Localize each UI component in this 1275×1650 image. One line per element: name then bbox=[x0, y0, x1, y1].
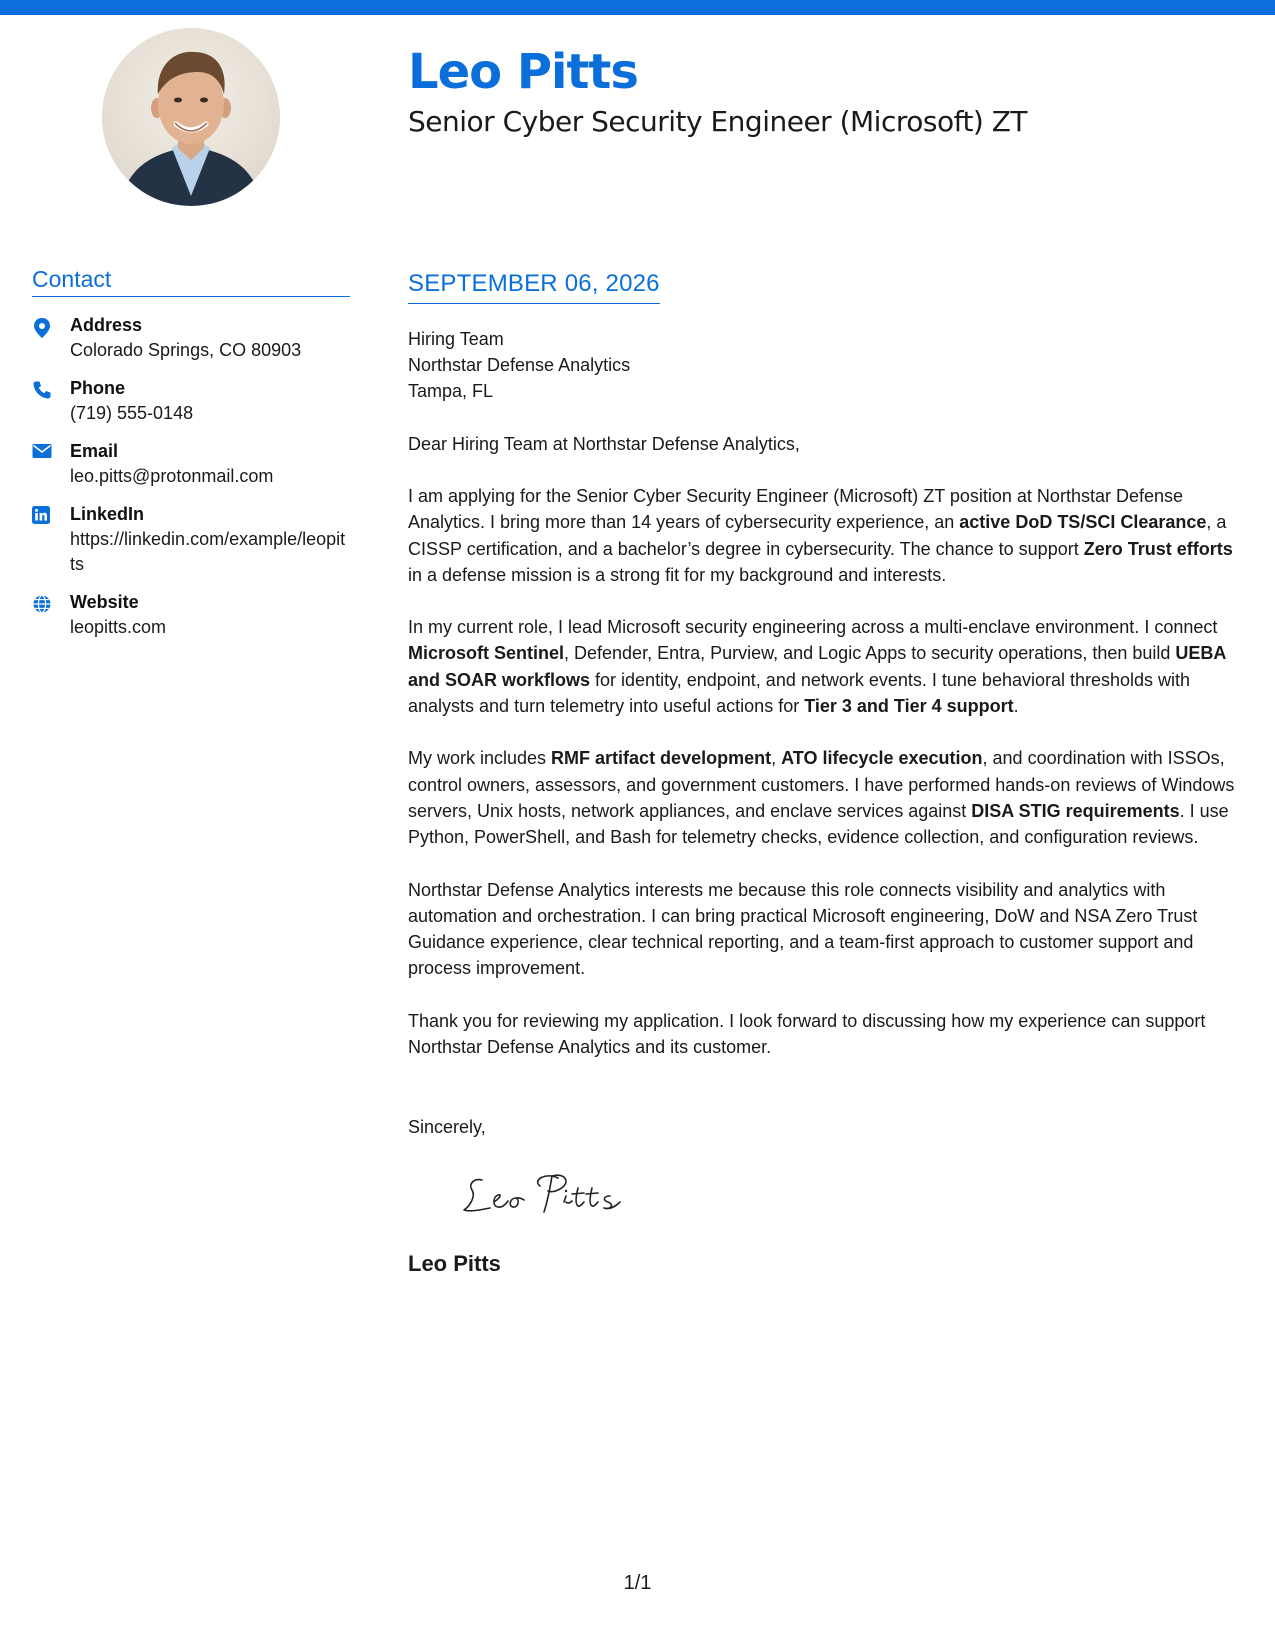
recipient-block bbox=[408, 326, 1248, 404]
linkedin-icon bbox=[32, 502, 70, 577]
body-text: I am applying for the Senior Cyber Security Engineer (Microsoft) ZT position at Northstar Defense Analytics. I bring more than 14 years of cybersecurity experience, an bbox=[408, 486, 1184, 533]
body-text: My work includes bbox=[408, 748, 552, 769]
salutation: Dear Hiring Team at Northstar Defense Analytics, bbox=[408, 434, 800, 454]
body-text: , bbox=[771, 748, 782, 769]
recipient-line: Tampa, FL bbox=[408, 381, 494, 401]
body-text: , and coordination with ISSOs, control owners, assessors, and government customers. I have performed hands-on reviews of Windows servers, Unix hosts, network appliances, and enclave services against bbox=[408, 748, 1235, 821]
phone-icon bbox=[32, 376, 70, 426]
closing: Sincerely, bbox=[408, 1117, 486, 1138]
letter-date: SEPTEMBER 06, 2026 bbox=[408, 268, 660, 304]
contact-label: LinkedIn bbox=[70, 504, 145, 524]
candidate-name: Leo Pitts bbox=[408, 44, 638, 100]
contact-item-website bbox=[32, 590, 350, 640]
emphasis-text: ATO lifecycle execution bbox=[781, 748, 983, 769]
email-icon bbox=[32, 439, 70, 489]
handwritten-signature bbox=[460, 1166, 630, 1226]
email-value[interactable]: leo.pitts@protonmail.com bbox=[70, 466, 274, 486]
letter-paragraph bbox=[408, 483, 1248, 588]
emphasis-text: Zero Trust efforts bbox=[1083, 538, 1233, 559]
letter-paragraph bbox=[408, 614, 1248, 719]
body-text: Northstar Defense Analytics interests me because this role connects visibility and analytics with automation and orchestration. I can bring practical Microsoft engineering, DoW and NSA Zero Trust Guidance experience, clear technical reporting, and a team-first approach to customer support and process improvement. bbox=[408, 879, 1198, 979]
letter-body bbox=[408, 483, 1248, 1060]
letter-paragraph bbox=[408, 745, 1248, 850]
recipient-line: Hiring Team bbox=[408, 329, 504, 349]
globe-icon bbox=[32, 590, 70, 640]
contact-item-address bbox=[32, 313, 350, 363]
contact-heading: Contact bbox=[32, 264, 350, 297]
signer-name: Leo Pitts bbox=[408, 1251, 501, 1277]
phone-value[interactable]: (719) 555-0148 bbox=[70, 403, 194, 423]
body-text: for identity, endpoint, and network events. I tune behavioral thresholds with analysts and turn telemetry into useful actions for bbox=[408, 669, 1191, 717]
emphasis-text: Tier 3 and Tier 4 support bbox=[804, 696, 1014, 717]
emphasis-text: active DoD TS/SCI Clearance bbox=[959, 512, 1207, 533]
body-text: , Defender, Entra, Purview, and Logic Apps to security operations, then build bbox=[564, 643, 1176, 664]
contact-label: Address bbox=[70, 315, 143, 335]
body-text: , a CISSP certification, and a bachelor’s degree in cybersecurity. The chance to support bbox=[408, 512, 1227, 559]
contact-list bbox=[32, 313, 350, 640]
contact-label: Phone bbox=[70, 378, 126, 398]
emphasis-text: RMF artifact development bbox=[551, 748, 772, 769]
job-title: Senior Cyber Security Engineer (Microsoft) ZT bbox=[408, 105, 1028, 138]
location-pin-icon bbox=[32, 313, 70, 363]
cover-letter bbox=[408, 268, 1248, 1278]
emphasis-text: DISA STIG requirements bbox=[971, 800, 1180, 821]
address-value: Colorado Springs, CO 80903 bbox=[70, 340, 302, 360]
body-text: Thank you for reviewing my application. I look forward to discussing how my experience can support Northstar Defense Analytics and its customer. bbox=[408, 1010, 1206, 1058]
recipient-line: Northstar Defense Analytics bbox=[408, 355, 631, 375]
body-text: In my current role, I lead Microsoft security engineering across a multi-enclave environment. I connect bbox=[408, 617, 1218, 638]
page-number: 1/1 bbox=[623, 1572, 652, 1594]
contact-sidebar bbox=[32, 264, 350, 653]
letter-paragraph bbox=[408, 1008, 1248, 1061]
contact-label: Email bbox=[70, 441, 119, 461]
emphasis-text: UEBA and SOAR workflows bbox=[408, 643, 1226, 690]
body-text: in a defense mission is a strong fit for my background and interests. bbox=[408, 564, 947, 585]
contact-label: Website bbox=[70, 592, 139, 612]
emphasis-text: Microsoft Sentinel bbox=[408, 643, 565, 664]
top-accent-bar bbox=[0, 0, 1275, 15]
contact-item-linkedin bbox=[32, 502, 350, 577]
body-text: . bbox=[1013, 696, 1019, 717]
linkedin-value[interactable]: https://linkedin.com/example/leopitts bbox=[70, 529, 346, 574]
profile-photo bbox=[102, 28, 280, 206]
body-text: . I use Python, PowerShell, and Bash for telemetry checks, evidence collection, and configuration reviews. bbox=[408, 800, 1229, 848]
contact-item-phone bbox=[32, 376, 350, 426]
website-value[interactable]: leopitts.com bbox=[70, 617, 167, 637]
contact-item-email bbox=[32, 439, 350, 489]
letter-paragraph bbox=[408, 877, 1248, 982]
